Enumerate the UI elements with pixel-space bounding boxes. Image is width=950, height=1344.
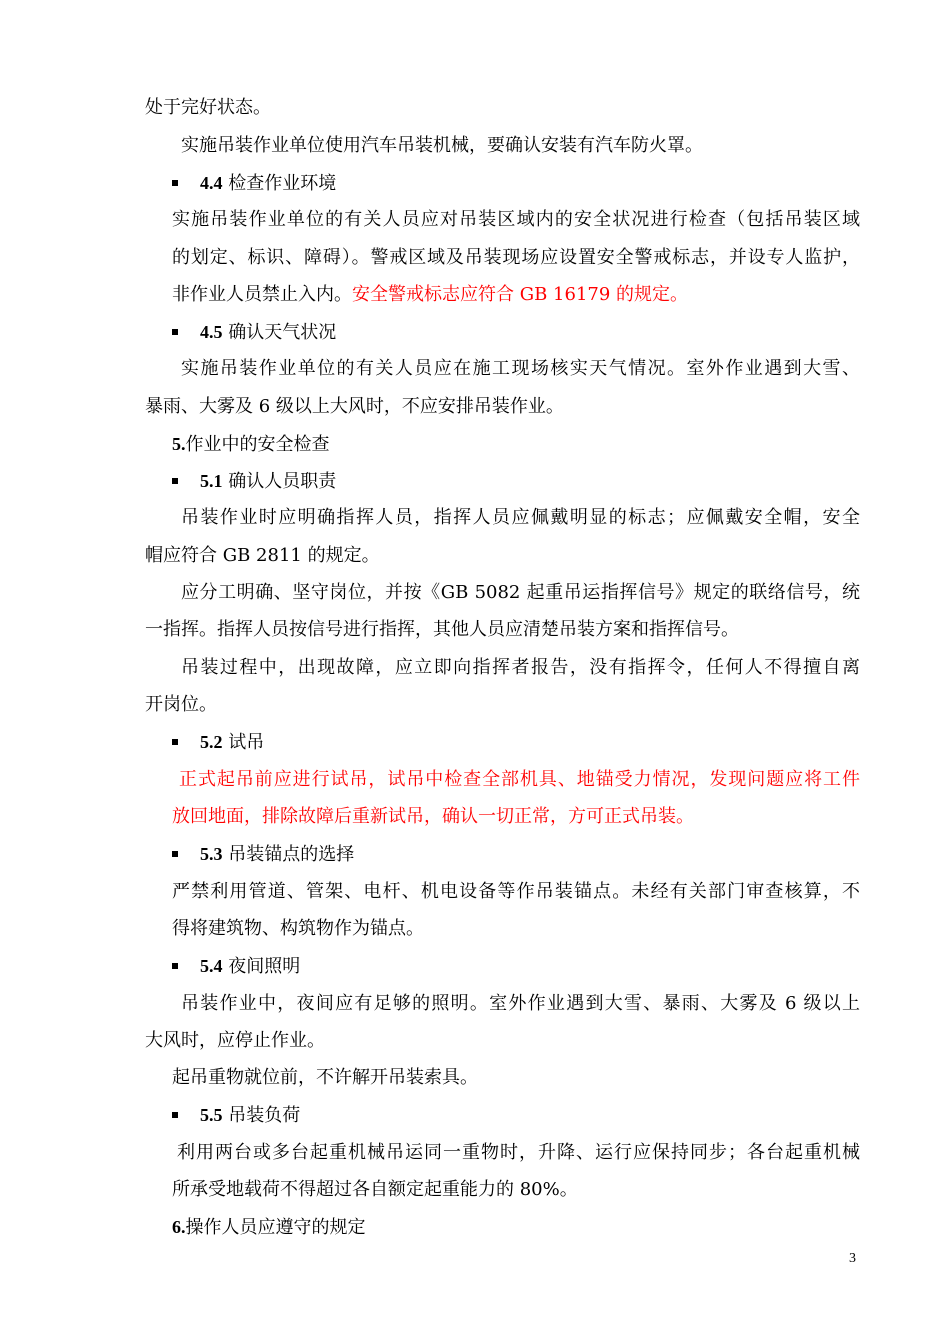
bullet-icon — [172, 963, 178, 969]
bullet-icon — [172, 851, 178, 857]
paragraph-line: 严禁利用管道、管架、电杆、机电设备等作吊装锚点。未经有关部门审查核算，不 — [172, 881, 860, 902]
text-run: 非作业人员禁止入内。 — [172, 284, 352, 305]
heading-text: 检查作业环境 — [228, 173, 337, 194]
section-number: 6. — [172, 1217, 186, 1237]
section-title: 操作人员应遵守的规定 — [185, 1217, 366, 1238]
paragraph-line: 帽应符合 GB 2811 的规定。 — [145, 545, 380, 566]
section-title: 作业中的安全检查 — [185, 434, 330, 455]
heading-5-5 — [200, 1103, 300, 1128]
paragraph-line: 吊装作业时应明确指挥人员，指挥人员应佩戴明显的标志；应佩戴安全帽，安全 — [181, 507, 860, 528]
heading-text: 确认人员职责 — [228, 471, 337, 492]
heading-number: 5.2 — [200, 732, 223, 752]
section-number: 5. — [172, 434, 186, 454]
section-heading-5 — [172, 432, 330, 457]
heading-text: 吊装锚点的选择 — [228, 844, 355, 865]
paragraph-line: 暴雨、大雾及 6 级以上大风时，不应安排吊装作业。 — [145, 396, 564, 417]
highlighted-paragraph-line: 放回地面，排除故障后重新试吊，确认一切正常，方可正式吊装。 — [172, 806, 694, 827]
heading-4-4 — [200, 171, 336, 196]
paragraph-line: 吊装过程中，出现故障，应立即向指挥者报告，没有指挥令，任何人不得擅自离 — [181, 657, 860, 678]
paragraph-line: 吊装作业中，夜间应有足够的照明。室外作业遇到大雪、暴雨、大雾及 6 级以上 — [181, 993, 860, 1014]
paragraph-line: 起吊重物就位前，不许解开吊装索具。 — [172, 1067, 478, 1088]
paragraph-line: 处于完好状态。 — [145, 97, 271, 118]
heading-5-1 — [200, 469, 336, 494]
paragraph-line: 得将建筑物、构筑物作为锚点。 — [172, 918, 424, 939]
heading-number: 5.3 — [200, 844, 223, 864]
bullet-icon — [172, 739, 178, 745]
paragraph-line: 应分工明确、坚守岗位，并按《GB 5082 起重吊运指挥信号》规定的联络信号，统 — [181, 582, 860, 603]
heading-number: 5.5 — [200, 1105, 223, 1125]
bullet-icon — [172, 180, 178, 186]
bullet-icon — [172, 478, 178, 484]
heading-number: 4.5 — [200, 322, 223, 342]
paragraph-line: 实施吊装作业单位的有关人员应在施工现场核实天气情况。室外作业遇到大雪、 — [181, 358, 860, 379]
paragraph-line: 的划定、标识、障碍）。警戒区域及吊装现场应设置安全警戒标志，并设专人监护， — [172, 247, 860, 268]
bullet-icon — [172, 1112, 178, 1118]
paragraph-line: 实施吊装作业单位使用汽车吊装机械，要确认安装有汽车防火罩。 — [181, 135, 703, 156]
highlighted-text: 安全警戒标志应符合 GB 16179 的规定。 — [352, 284, 689, 305]
paragraph-line: 开岗位。 — [145, 694, 217, 715]
heading-4-5 — [200, 320, 336, 345]
heading-text: 确认天气状况 — [228, 322, 337, 343]
heading-number: 5.4 — [200, 956, 223, 976]
section-heading-6 — [172, 1215, 366, 1240]
paragraph-line: 实施吊装作业单位的有关人员应对吊装区域内的安全状况进行检查（包括吊装区域 — [172, 209, 860, 230]
heading-5-2 — [200, 730, 264, 755]
paragraph-line: 一指挥。指挥人员按信号进行指挥，其他人员应清楚吊装方案和指挥信号。 — [145, 619, 739, 640]
heading-5-4 — [200, 954, 300, 979]
heading-number: 4.4 — [200, 173, 223, 193]
heading-5-3 — [200, 842, 354, 867]
bullet-icon — [172, 329, 178, 335]
paragraph-line — [172, 283, 688, 307]
heading-number: 5.1 — [200, 471, 223, 491]
paragraph-line: 大风时，应停止作业。 — [145, 1030, 325, 1051]
paragraph-line: 利用两台或多台起重机械吊运同一重物时，升降、运行应保持同步；各台起重机械 — [177, 1142, 860, 1163]
highlighted-paragraph-line: 正式起吊前应进行试吊，试吊中检查全部机具、地锚受力情况，发现问题应将工件 — [179, 769, 860, 790]
heading-text: 吊装负荷 — [228, 1105, 301, 1126]
paragraph-line: 所承受地载荷不得超过各自额定起重能力的 80%。 — [172, 1179, 578, 1200]
heading-text: 试吊 — [228, 732, 265, 753]
page-number: 3 — [849, 1251, 856, 1266]
heading-text: 夜间照明 — [228, 956, 301, 977]
